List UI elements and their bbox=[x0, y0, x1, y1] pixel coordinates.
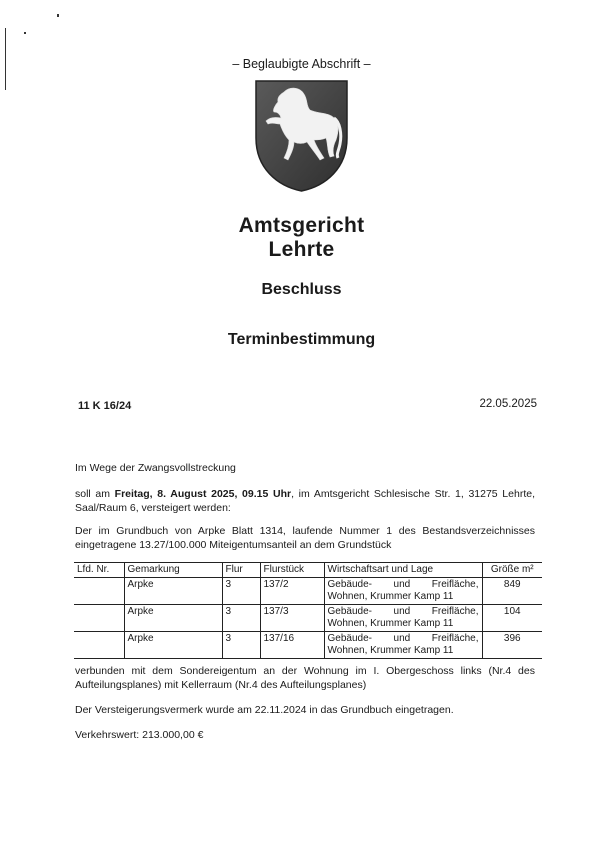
registration-paragraph: Der Versteigerungsvermerk wurde am 22.11.2024 in das Grundbuch eingetragen. bbox=[75, 704, 454, 716]
usage-word: Gebäude- bbox=[327, 579, 372, 590]
table-row bbox=[74, 578, 542, 605]
intro-paragraph: Im Wege der Zwangsvollstreckung bbox=[75, 462, 236, 474]
cell-flur: 3 bbox=[222, 632, 260, 659]
column-header: Wirtschaftsart und Lage bbox=[324, 563, 482, 578]
auction-location: , im Amtsgericht Schlesische Str. 1, 31275 Lehrte, Saal/Raum 6, versteigert werden: bbox=[75, 488, 535, 514]
usage-line-1 bbox=[328, 606, 479, 618]
usage-word: Gebäude- bbox=[327, 606, 372, 617]
certified-copy-label: – Beglaubigte Abschrift – bbox=[232, 57, 371, 71]
usage-line-2: Wohnen, Krummer Kamp 11 bbox=[327, 645, 454, 656]
usage-line-2: Wohnen, Krummer Kamp 11 bbox=[327, 591, 454, 602]
cell-gemarkung: Arpke bbox=[124, 632, 222, 659]
cell-flurstueck: 137/16 bbox=[260, 632, 324, 659]
cell-size: 396 bbox=[482, 632, 542, 659]
document-date: 22.05.2025 bbox=[479, 398, 537, 410]
document-subject: Terminbestimmung bbox=[227, 331, 376, 348]
court-location: Lehrte bbox=[268, 238, 335, 261]
cell-usage bbox=[324, 578, 482, 605]
column-header: Flurstück bbox=[260, 563, 324, 578]
usage-line-1 bbox=[328, 633, 479, 645]
table-row bbox=[74, 632, 542, 659]
column-header: Gemarkung bbox=[124, 563, 222, 578]
cell-nr bbox=[74, 578, 124, 605]
usage-word: Freifläche, bbox=[431, 606, 479, 617]
usage-word: und bbox=[393, 633, 411, 644]
cell-flurstueck: 137/2 bbox=[260, 578, 324, 605]
cell-nr bbox=[74, 632, 124, 659]
cell-size: 849 bbox=[482, 578, 542, 605]
table-row bbox=[74, 605, 542, 632]
usage-word: Gebäude- bbox=[327, 633, 372, 644]
cell-flurstueck: 137/3 bbox=[260, 605, 324, 632]
column-header: Lfd. Nr. bbox=[74, 563, 124, 578]
auction-date: Freitag, 8. August 2025, 09.15 Uhr bbox=[114, 488, 292, 500]
usage-word: Freifläche, bbox=[431, 579, 479, 590]
scan-artifact bbox=[57, 14, 59, 17]
column-header: Größe m² bbox=[482, 563, 542, 578]
cell-flur: 3 bbox=[222, 605, 260, 632]
court-name bbox=[0, 214, 603, 262]
auction-paragraph bbox=[75, 487, 535, 515]
usage-word: und bbox=[393, 606, 411, 617]
table-header-row bbox=[74, 563, 542, 578]
cell-gemarkung: Arpke bbox=[124, 605, 222, 632]
cell-size: 104 bbox=[482, 605, 542, 632]
court-title: Amtsgericht bbox=[238, 214, 365, 237]
cell-usage bbox=[324, 605, 482, 632]
property-table bbox=[74, 562, 542, 659]
usage-line-1 bbox=[328, 579, 479, 591]
usage-word: und bbox=[393, 579, 411, 590]
cell-gemarkung: Arpke bbox=[124, 578, 222, 605]
market-value: Verkehrswert: 213.000,00 € bbox=[75, 729, 204, 741]
auction-prefix: soll am bbox=[75, 488, 115, 500]
column-header: Flur bbox=[222, 563, 260, 578]
scan-artifact bbox=[24, 32, 26, 34]
usage-line-2: Wohnen, Krummer Kamp 11 bbox=[327, 618, 454, 629]
usage-word: Freifläche, bbox=[431, 633, 479, 644]
cell-nr bbox=[74, 605, 124, 632]
cell-usage bbox=[324, 632, 482, 659]
document-type: Beschluss bbox=[261, 281, 342, 298]
horse-coat-of-arms-icon bbox=[254, 78, 349, 193]
cell-flur: 3 bbox=[222, 578, 260, 605]
connected-property-paragraph: verbunden mit dem Sondereigentum an der Wohnung im I. Obergeschoss links (Nr.4 des Aufteilungsplanes) mit Kellerraum (Nr.4 des Aufteilungsplanes) bbox=[75, 665, 535, 691]
case-number: 11 K 16/24 bbox=[78, 400, 132, 412]
registry-paragraph: Der im Grundbuch von Arpke Blatt 1314, laufende Nummer 1 des Bestandsverzeichnisses eingetragene 13.27/100.000 Miteigentumsanteil an dem Grundstück bbox=[75, 525, 535, 551]
